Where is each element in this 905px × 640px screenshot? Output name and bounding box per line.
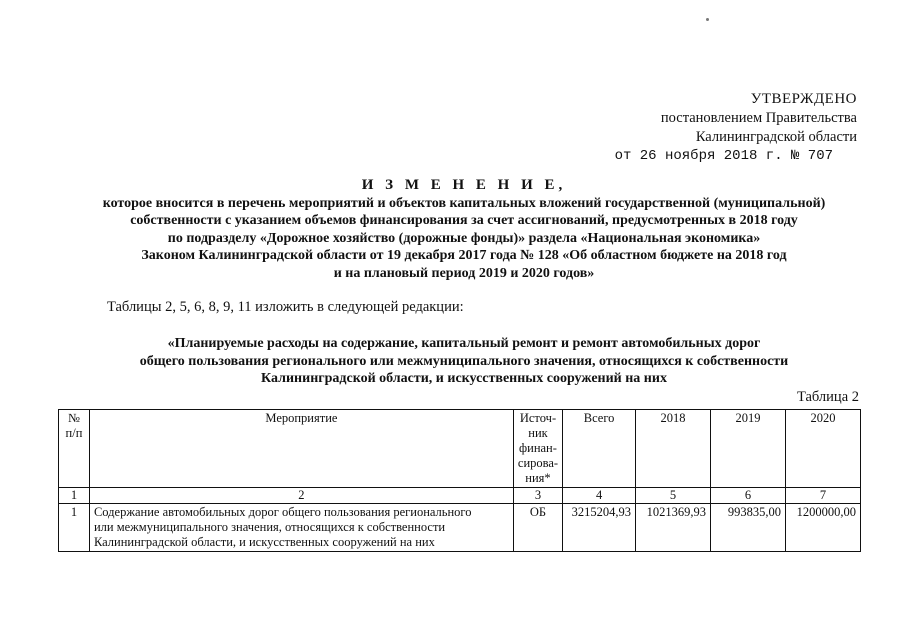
row-event-line-2: или межмуниципального значения, относящихся к собственности [93, 520, 446, 534]
header-2020: 2020 [785, 410, 860, 488]
header-source-line-4: сирова- [517, 456, 559, 470]
column-number: 7 [785, 488, 860, 504]
approval-block [615, 90, 857, 166]
header-2018: 2018 [636, 410, 711, 488]
heading-line-4: Законом Калининградской области от 19 декабря 2017 года № 128 «Об областном бюджете на 2018 год [141, 248, 787, 263]
expenses-table [58, 409, 861, 552]
header-num-line-2: п/п [65, 426, 83, 440]
approval-line-1: постановлением Правительства [660, 110, 857, 126]
row-event-line-3: Калининградской области, и искусственных сооружений на них [93, 535, 435, 549]
row-2018: 1021369,93 [636, 504, 711, 552]
instruction-text: Таблицы 2, 5, 6, 8, 9, 11 изложить в следующей редакции: [107, 299, 464, 315]
heading-line-5: и на плановый период 2019 и 2020 годов» [333, 265, 595, 281]
header-num-line-1: № [68, 411, 80, 425]
row-2020: 1200000,00 [785, 504, 860, 552]
row-num: 1 [59, 504, 90, 552]
row-2019: 993835,00 [711, 504, 786, 552]
header-source [513, 410, 562, 488]
header-2019: 2019 [711, 410, 786, 488]
approval-line-2: Калининградской области [695, 129, 857, 145]
table-row [59, 504, 861, 552]
row-event-line-1: Содержание автомобильных дорог общего пользования регионального [93, 505, 472, 519]
table-label: Таблица 2 [796, 389, 859, 405]
header-total: Всего [563, 410, 636, 488]
table-heading [60, 335, 868, 388]
table-header-row [59, 410, 861, 488]
header-source-line-1: Источ- [519, 411, 557, 425]
header-source-line-3: финан- [519, 441, 557, 455]
column-number: 6 [711, 488, 786, 504]
approval-date-line: от 26 ноября 2018 г. № 707 [614, 148, 833, 164]
header-event: Мероприятие [89, 410, 513, 488]
header-source-line-2: ник [528, 426, 548, 440]
column-number-row [59, 488, 861, 504]
table-heading-line-2: общего пользования регионального или межмуниципального значения, относящихся к собственности [139, 353, 789, 369]
row-source: ОБ [513, 504, 562, 552]
table-heading-line-1: «Планируемые расходы на содержание, капитальный ремонт и ремонт автомобильных дорог [167, 336, 761, 351]
heading-line-2: собственности с указанием объемов финансирования за счет ассигнований, предусмотренных в 2018 году [130, 213, 798, 228]
scan-dot [706, 18, 709, 21]
column-number: 2 [89, 488, 513, 504]
column-number: 1 [59, 488, 90, 504]
header-source-line-5: ния* [525, 471, 551, 485]
column-number: 5 [636, 488, 711, 504]
document-heading [60, 177, 868, 282]
column-number: 4 [563, 488, 636, 504]
heading-line-1: которое вносится в перечень мероприятий и объектов капитальных вложений государственной (муниципальной) [102, 195, 826, 211]
row-total: 3215204,93 [563, 504, 636, 552]
column-number: 3 [513, 488, 562, 504]
header-num [59, 410, 90, 488]
document-title: И З М Е Н Е Н И Е, [361, 177, 567, 193]
row-event [89, 504, 513, 552]
approved-label: УТВЕРЖДЕНО [750, 91, 857, 107]
heading-line-3: по подразделу «Дорожное хозяйство (дорожные фонды)» раздела «Национальная экономика» [167, 230, 761, 246]
table-heading-line-3: Калининградской области, и искусственных сооружений на них [261, 371, 667, 386]
